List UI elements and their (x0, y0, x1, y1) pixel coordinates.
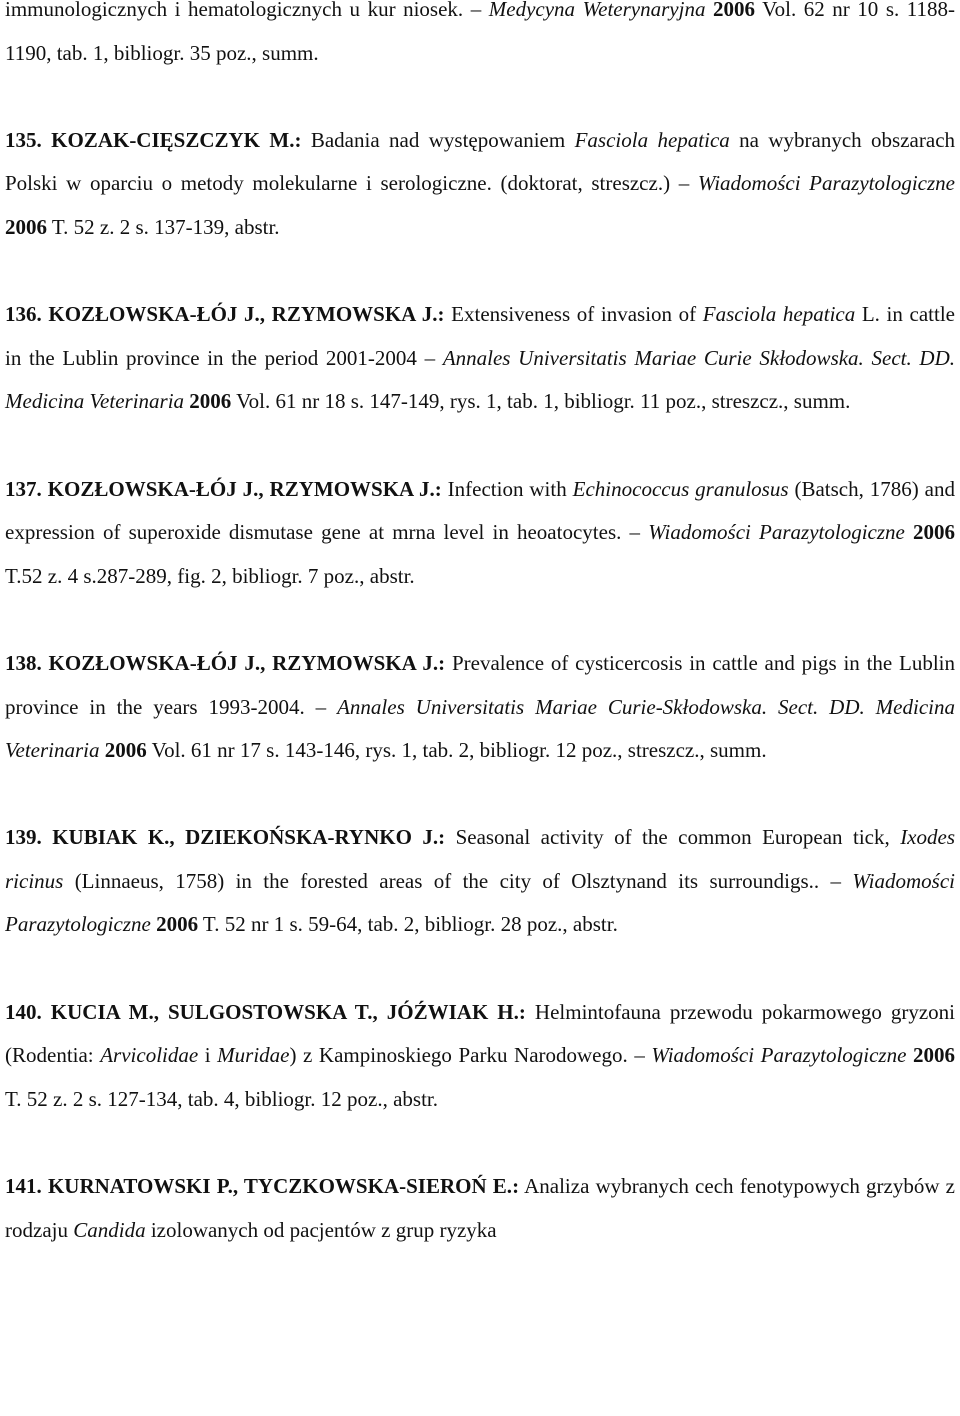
entry-authors: KURNATOWSKI P., TYCZKOWSKA-SIEROŃ E. (47, 1174, 513, 1199)
entry-year: 2006 (156, 912, 199, 937)
entry-dash: – (819, 868, 853, 893)
entry-title-species: Fasciola hepatica (702, 302, 856, 327)
entry-title-cont: i (198, 1043, 218, 1068)
entry-number: 138. (5, 650, 42, 675)
entry-details: Vol. 61 nr 17 s. 143-146, rys. 1, tab. 2, bibliogr. 12 poz., streszcz., summ. (146, 738, 767, 763)
entry-dash: – (416, 345, 443, 370)
entry-details: Vol. 61 nr 18 s. 147-149, rys. 1, tab. 1, bibliogr. 11 poz., streszcz., summ. (231, 389, 851, 414)
bibliography-entry-137: 137. KOZŁOWSKA-ŁÓJ J., RZYMOWSKA J.: Infection with Echinococcus granulosus (Batsch, 1786) and expression of superoxide dismutase gene at mrna level in heoatocytes. – Wiadomości Parazytologiczne 2006 T.52 z. 4 s.287-289, fig. 2, bibliogr. 7 poz., abstr. (5, 476, 956, 588)
entry-journal: Wiadomości Parazytologiczne (651, 1043, 907, 1068)
entry-journal: Wiadomości Parazytologiczne (697, 171, 955, 196)
entry-journal: Wiadomości Parazytologiczne (5, 868, 955, 937)
bibliography-entry-134-continued (5, 0, 955, 75)
entry-details: T. 52 nr 1 s. 59-64, tab. 2, bibliogr. 28 poz., abstr. (198, 912, 618, 937)
entry-year: 2006 (713, 0, 755, 21)
entry-details: T. 52 z. 2 s. 137-139, abstr. (47, 214, 280, 239)
entry-number: 137. (5, 476, 42, 501)
entry-year: 2006 (913, 520, 956, 545)
entry-number: 140. (5, 999, 42, 1024)
entry-details: T. 52 z. 2 s. 127-134, tab. 4, bibliogr. 12 poz., abstr. (5, 1086, 438, 1111)
entry-authors: KUBIAK K., DZIEKOŃSKA-RYNKO J. (52, 825, 439, 850)
entry-number: 135. (5, 127, 42, 152)
entry-year: 2006 (913, 1043, 956, 1068)
entry-dash: – (627, 1043, 652, 1068)
entry-details: Vol. 62 nr 10 s. 1188-1190, tab. 1, bibliogr. 35 poz., summ. (5, 0, 956, 65)
entry-title-genus: Candida (73, 1217, 146, 1242)
bibliography-entry-136: 136. KOZŁOWSKA-ŁÓJ J., RZYMOWSKA J.: Extensiveness of invasion of Fasciola hepatica L. in cattle in the Lublin province in the period 2001-2004 – Annales Universitatis Mariae Curie Skłodowska. Sect. DD. Medicina Veterinaria 2006 Vol. 61 nr 18 s. 147-149, rys. 1, tab. 1, bibliogr. 11 poz., streszcz., summ. (5, 302, 955, 414)
bibliography-page (5, 0, 955, 1252)
entry-number: 136. (5, 302, 42, 327)
entry-title: Badania nad występowaniem (310, 127, 575, 152)
entry-title-cont: na wybranych obszarach Polski w oparciu o metody molekularne i serologiczne. (doktorat, streszcz.) (5, 127, 956, 196)
bibliography-entry-139: 139. KUBIAK K., DZIEKOŃSKA-RYNKO J.: Seasonal activity of the common European tick, Ixodes ricinus (Linnaeus, 1758) in the forested areas of the city of Olsztynand its surroundigs.. – Wiadomości Parazytologiczne 2006 T. 52 nr 1 s. 59-64, tab. 2, bibliogr. 28 poz., abstr. (5, 825, 955, 937)
entry-journal: Annales Universitatis Mariae Curie Skłodowska. Sect. DD. Medicina Veterinaria (5, 345, 955, 414)
bibliography-entry-138: 138. KOZŁOWSKA-ŁÓJ J., RZYMOWSKA J.: Prevalence of cysticercosis in cattle and pigs in the Lublin province in the years 1993-2004. – Annales Universitatis Mariae Curie-Skłodowska. Sect. DD. Medicina Veterinaria 2006 Vol. 61 nr 17 s. 143-146, rys. 1, tab. 2, bibliogr. 12 poz., streszcz., summ. (5, 650, 955, 763)
entry-title-taxon: Arvicolidae (100, 1043, 199, 1068)
entry-journal: Wiadomości Parazytologiczne (648, 520, 905, 545)
entry-title-cont: izolowanych od pacjentów z grup ryzyka (145, 1217, 497, 1242)
entry-title: Helmintofauna przewodu pokarmowego gryzoni (Rodentia: (5, 999, 956, 1068)
entry-journal: Medycyna Weterynaryjna (488, 0, 706, 21)
entry-year: 2006 (104, 738, 147, 763)
bibliography-entry-135: 135. KOZAK-CIĘSZCZYK M.: Badania nad występowaniem Fasciola hepatica na wybranych obszarach Polski w oparciu o metody molekularne i serologiczne. (doktorat, streszcz.) – Wiadomości Parazytologiczne 2006 T. 52 z. 2 s. 137-139, abstr. (5, 127, 956, 239)
entry-title: Prevalence of cysticercosis in cattle and pigs in the Lublin province in the years 1993-2004. (5, 650, 955, 719)
entry-title: immunologicznych i hematologicznych u kur niosek. (5, 0, 464, 21)
entry-number: 139. (5, 825, 42, 850)
entry-title-cont: (Batsch, 1786) and expression of superoxide dismutase gene at mrna level in heoatocytes. (5, 476, 956, 545)
entry-authors: KOZŁOWSKA-ŁÓJ J., RZYMOWSKA J. (48, 302, 438, 327)
entry-title-cont: L. in cattle in the Lublin province in the period 2001-2004 (5, 302, 955, 370)
entry-authors: KOZAK-CIĘSZCZYK M. (51, 127, 295, 152)
entry-title: Analiza wybranych cech fenotypowych grzybów z rodzaju (5, 1174, 956, 1242)
entry-authors: KOZŁOWSKA-ŁÓJ J., RZYMOWSKA J. (47, 476, 435, 501)
entry-title-taxon-2: Muridae (217, 1043, 290, 1068)
entry-authors: KUCIA M., SULGOSTOWSKA T., JÓŹWIAK H. (50, 999, 519, 1024)
entry-title-cont: (Linnaeus, 1758) in the forested areas of the city of Olsztynand its surroundigs.. (63, 868, 820, 893)
entry-title: Seasonal activity of the common European tick, (455, 825, 901, 850)
entry-authors: KOZŁOWSKA-ŁÓJ J., RZYMOWSKA J. (48, 650, 439, 675)
entry-title-species: Echinococcus granulosus (572, 476, 789, 501)
entry-title: Extensiveness of invasion of (451, 302, 703, 327)
entry-dash: – (621, 520, 649, 545)
entry-details: T.52 z. 4 s.287-289, fig. 2, bibliogr. 7 poz., abstr. (5, 563, 415, 588)
entry-dash: – (304, 694, 338, 719)
entry-title-species: Ixodes ricinus (5, 825, 955, 893)
entry-title: Infection with (447, 476, 573, 501)
entry-dash: – (670, 171, 698, 196)
entry-number: 141. (5, 1174, 42, 1199)
entry-year: 2006 (5, 214, 47, 239)
bibliography-entry-141: 141. KURNATOWSKI P., TYCZKOWSKA-SIEROŃ E.: Analiza wybranych cech fenotypowych grzybów z rodzaju Candida izolowanych od pacjentów z grup ryzyka (5, 1174, 956, 1242)
bibliography-entry-140: 140. KUCIA M., SULGOSTOWSKA T., JÓŹWIAK H.: Helmintofauna przewodu pokarmowego gryzoni (Rodentia: Arvicolidae i Muridae) z Kampinoskiego Parku Narodowego. – Wiadomości Parazytologiczne 2006 T. 52 z. 2 s. 127-134, tab. 4, bibliogr. 12 poz., abstr. (5, 999, 956, 1111)
entry-title-species: Fasciola hepatica (574, 127, 730, 152)
entry-journal: Annales Universitatis Mariae Curie-Skłodowska. Sect. DD. Medicina Veterinaria (5, 694, 955, 763)
entry-year: 2006 (189, 389, 232, 414)
entry-title-end: ) z Kampinoskiego Parku Narodowego. (289, 1043, 628, 1068)
entry-dash: – (463, 0, 489, 21)
